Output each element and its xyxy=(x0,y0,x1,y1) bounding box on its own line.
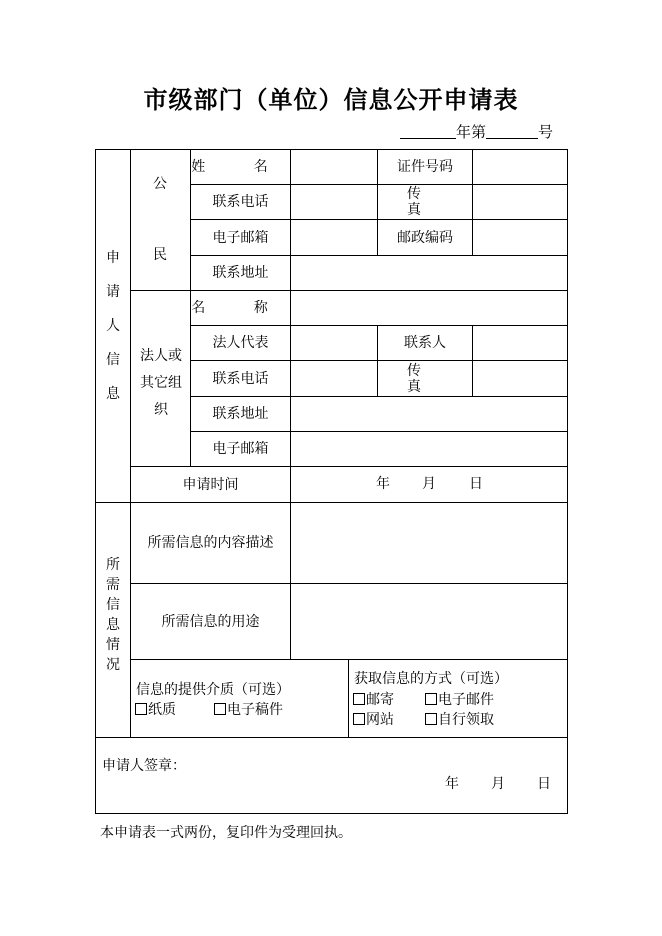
citizen-email-field[interactable] xyxy=(291,220,377,255)
medium-option-paper[interactable]: 纸质 xyxy=(135,699,176,719)
checkbox-icon[interactable] xyxy=(353,693,365,705)
citizen-id-number-field[interactable] xyxy=(473,150,567,184)
signature-year: 年 xyxy=(445,776,459,792)
apply-time-field[interactable] xyxy=(291,467,567,502)
org-fax-label: 传 真 xyxy=(407,362,443,395)
signature-day: 日 xyxy=(537,776,551,792)
page-title: 市级部门（单位）信息公开申请表 xyxy=(143,85,519,114)
info-section-label: 所需信息情况 xyxy=(106,557,120,673)
org-legal-rep-field[interactable] xyxy=(291,326,377,360)
citizen-label-top: 公 xyxy=(153,176,167,192)
citizen-address-label: 联系地址 xyxy=(212,265,269,281)
org-email-field[interactable] xyxy=(291,432,567,466)
method-option-email[interactable]: 电子邮件 xyxy=(425,689,494,709)
number-suffix: 号 xyxy=(538,123,554,141)
info-purpose-label: 所需信息的用途 xyxy=(161,613,260,630)
apply-month: 月 xyxy=(422,476,436,492)
org-fax-field[interactable] xyxy=(473,361,567,396)
info-purpose-field[interactable] xyxy=(291,584,567,659)
checkbox-icon[interactable] xyxy=(214,703,226,715)
checkbox-icon[interactable] xyxy=(135,703,147,715)
org-address-field[interactable] xyxy=(291,397,567,431)
citizen-name-field[interactable] xyxy=(291,150,377,184)
signature-label: 申请人签章： xyxy=(102,758,186,774)
citizen-phone-label: 联系电话 xyxy=(212,194,269,210)
citizen-label-bottom: 民 xyxy=(153,247,167,263)
org-name-field[interactable] xyxy=(291,291,567,325)
medium-label: 信息的提供介质（可选） xyxy=(136,682,290,698)
citizen-fax-field[interactable] xyxy=(473,185,567,219)
citizen-address-field[interactable] xyxy=(291,256,567,290)
info-description-field[interactable] xyxy=(291,503,567,583)
signature-month: 月 xyxy=(491,776,505,792)
apply-year: 年 xyxy=(376,476,390,492)
citizen-id-number-label: 证件号码 xyxy=(397,159,453,175)
applicant-info-label: 申请人信息 xyxy=(106,250,120,402)
apply-day: 日 xyxy=(469,476,483,492)
method-option-mail[interactable]: 邮寄 xyxy=(353,689,394,709)
org-legal-rep-label: 法人代表 xyxy=(212,335,269,351)
citizen-postcode-field[interactable] xyxy=(473,220,567,255)
citizen-phone-field[interactable] xyxy=(291,185,377,219)
signature-area[interactable] xyxy=(96,738,567,813)
year-suffix: 年第 xyxy=(456,123,487,141)
checkbox-icon[interactable] xyxy=(425,693,437,705)
org-phone-field[interactable] xyxy=(291,361,377,396)
org-address-label: 联系地址 xyxy=(212,406,269,422)
citizen-email-label: 电子邮箱 xyxy=(212,229,269,246)
info-description-label: 所需信息的内容描述 xyxy=(147,535,274,551)
org-contact-label: 联系人 xyxy=(404,335,446,351)
org-contact-field[interactable] xyxy=(473,326,567,360)
checkbox-icon[interactable] xyxy=(425,713,437,725)
citizen-fax-label: 传 真 xyxy=(407,186,443,218)
checkbox-icon[interactable] xyxy=(353,713,365,725)
method-option-self-pickup[interactable]: 自行领取 xyxy=(425,709,494,729)
org-email-label: 电子邮箱 xyxy=(212,441,269,457)
citizen-name-label: 姓 名 xyxy=(191,159,290,175)
footer-note: 本申请表一式两份，复印件为受理回执。 xyxy=(100,825,352,841)
org-name-label: 名 称 xyxy=(191,300,290,316)
medium-option-electronic[interactable]: 电子稿件 xyxy=(214,699,283,719)
method-label: 获取信息的方式（可选） xyxy=(354,671,508,687)
method-option-website[interactable]: 网站 xyxy=(353,709,394,729)
org-label: 法人或其它组织 xyxy=(140,348,182,418)
org-phone-label: 联系电话 xyxy=(212,370,269,387)
apply-time-label: 申请时间 xyxy=(182,476,239,493)
citizen-postcode-label: 邮政编码 xyxy=(397,229,453,246)
